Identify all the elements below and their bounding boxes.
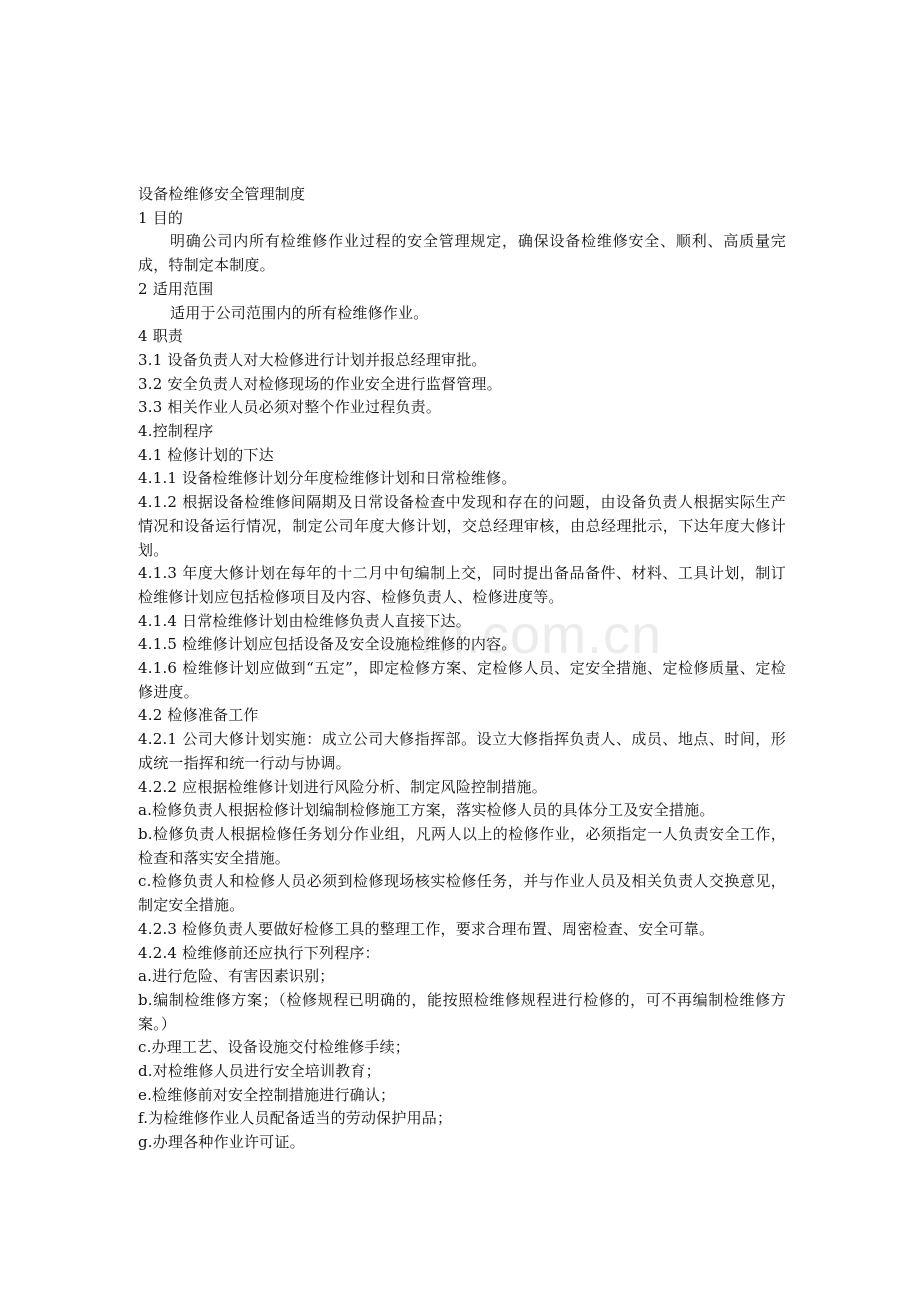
paragraph-3-1: 3.1 设备负责人对大检修进行计划并报总经理审批。 bbox=[138, 350, 487, 369]
section-heading-purpose: 1 目的 bbox=[138, 208, 184, 227]
paragraph-4-1-1: 4.1.1 设备检维修计划分年度检维修计划和日常检维修。 bbox=[138, 469, 517, 488]
paragraph-3-2: 3.2 安全负责人对检修现场的作业安全进行监督管理。 bbox=[138, 374, 502, 393]
paragraph-4-1-5: 4.1.5 检维修计划应包括设备及安全设施检维修的内容。 bbox=[138, 635, 517, 654]
list-item-d2: d.对检维修人员进行安全培训教育； bbox=[138, 1062, 381, 1081]
list-item-a1: a.检修负责人根据检修计划编制检修施工方案，落实检修人员的具体分工及安全措施。 bbox=[138, 801, 715, 820]
paragraph-4-2-1: 4.2.1 公司大修计划实施：成立公司大修指挥部。设立大修指挥负责人、成员、地点、时间，形成统一指挥和统一行动与协调。 bbox=[138, 730, 786, 772]
paragraph-4-1-6: 4.1.6 检维修计划应做到“五定”，即定检修方案、定检修人员、定安全措施、定检修质量、定检修进度。 bbox=[138, 659, 786, 701]
paragraph-4-2-4: 4.2.4 检维修前还应执行下列程序： bbox=[138, 943, 380, 962]
section-body-scope: 适用于公司范围内的所有检维修作业。 bbox=[170, 303, 429, 322]
list-item-g2: g.办理各种作业许可证。 bbox=[138, 1133, 305, 1152]
subheading-4-1: 4.1 检修计划的下达 bbox=[138, 445, 274, 464]
paragraph-4-2-2: 4.2.2 应根据检维修计划进行风险分析、制定风险控制措施。 bbox=[138, 777, 547, 796]
list-item-e2: e.检维修前对安全控制措施进行确认； bbox=[138, 1085, 396, 1104]
section-heading-control: 4.控制程序 bbox=[138, 422, 214, 441]
section-body-purpose: 明确公司内所有检维修作业过程的安全管理规定，确保设备检维修安全、顺利、高质量完成，特制定本制度。 bbox=[138, 232, 786, 275]
paragraph-4-1-2: 4.1.2 根据设备检维修间隔期及日常设备检查中发现和存在的问题，由设备负责人根据实际生产情况和设备运行情况，制定公司年度大修计划，交总经理审核，由总经理批示，下达年度大修计划。 bbox=[138, 493, 786, 559]
list-item-b1: b.检修负责人根据检修任务划分作业组，凡两人以上的检修作业，必须指定一人负责安全工作，检查和落实安全措施。 bbox=[138, 824, 786, 867]
paragraph-4-2-3: 4.2.3 检修负责人要做好检修工具的整理工作，要求合理布置、周密检查、安全可靠。 bbox=[138, 919, 715, 938]
document-body bbox=[138, 183, 786, 1155]
list-item-a2: a.进行危险、有害因素识别； bbox=[138, 967, 335, 986]
watermark-text: m.com.cn bbox=[420, 605, 663, 665]
section-heading-scope: 2 适用范围 bbox=[138, 279, 214, 298]
list-item-c2: c.办理工艺、设备设施交付检维修手续； bbox=[138, 1038, 410, 1057]
paragraph-3-3: 3.3 相关作业人员必须对整个作业过程负责。 bbox=[138, 398, 442, 417]
subheading-4-2: 4.2 检修准备工作 bbox=[138, 706, 259, 725]
list-item-c1: c.检修负责人和检修人员必须到检修现场核实检修任务，并与作业人员及相关负责人交换意见，制定安全措施。 bbox=[138, 872, 786, 915]
paragraph-4-1-3: 4.1.3 年度大修计划在每年的十二月中旬编制上交，同时提出备品备件、材料、工具计划，制订检维修计划应包括检修项目及内容、检修负责人、检修进度等。 bbox=[138, 564, 786, 606]
section-heading-duties: 4 职责 bbox=[138, 327, 184, 346]
list-item-f2: f.为检维修作业人员配备适当的劳动保护用品； bbox=[138, 1109, 453, 1128]
list-item-b2: b.编制检维修方案；（检修规程已明确的，能按照检维修规程进行检修的，可不再编制检维修方案。） bbox=[138, 990, 786, 1033]
document-title: 设备检维修安全管理制度 bbox=[138, 185, 306, 203]
paragraph-4-1-4: 4.1.4 日常检维修计划由检维修负责人直接下达。 bbox=[138, 611, 471, 630]
